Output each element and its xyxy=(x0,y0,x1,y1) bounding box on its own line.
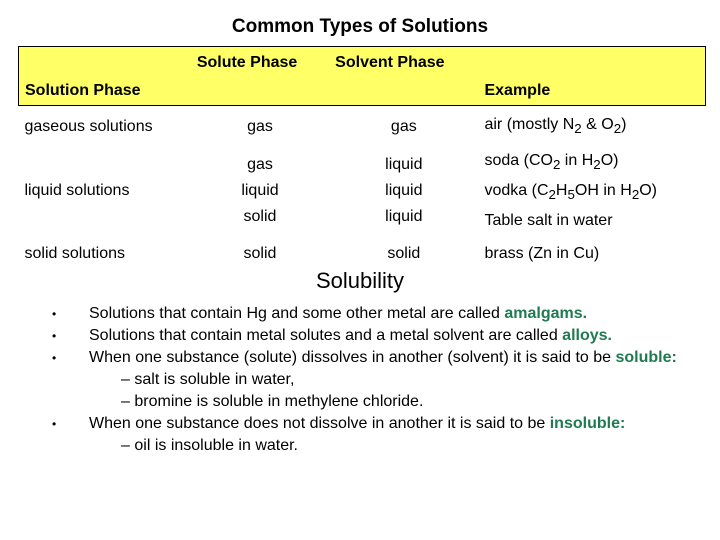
header-example: Example xyxy=(478,47,705,106)
cell-solution-phase: solid solutions xyxy=(24,245,125,263)
cell-example xyxy=(478,148,705,234)
cell-solute-phase-line: solid xyxy=(243,245,277,263)
bullet-term: amalgams. xyxy=(504,305,588,322)
bullet-text: Solutions that contain Hg and some other metal are called xyxy=(89,305,505,322)
bullet-item xyxy=(52,303,692,325)
cell-solution-phase: gaseous solutions xyxy=(24,118,153,135)
cell-example-line: soda ($CO_2$ in $H_2O$) xyxy=(484,152,619,173)
bullet-item xyxy=(52,413,692,457)
cell-solvent-phase xyxy=(329,106,478,149)
cell-solute-phase xyxy=(191,106,329,149)
dash-icon: – xyxy=(121,371,130,388)
cell-solvent-phase-line: liquid xyxy=(385,208,423,226)
bullet-term: alloys. xyxy=(562,327,612,344)
sub-bullets xyxy=(89,369,692,413)
cell-solvent-phase-line: solid xyxy=(387,245,421,263)
cell-solvent-phase-line: gas xyxy=(390,118,417,135)
cell-solute-phase-line: solid xyxy=(243,208,277,226)
cell-example-line: air (mostly $N_2$ & $O_2$) xyxy=(484,115,627,137)
header-solvent-phase: Solvent Phase xyxy=(329,47,478,106)
sub-bullet-text: bromine is soluble in methylene chloride. xyxy=(134,393,424,410)
cell-solute-phase-line: gas xyxy=(247,118,273,135)
bullet-item xyxy=(52,347,692,413)
sub-bullet-item xyxy=(121,435,692,457)
bullet-text: When one substance does not dissolve in another it is said to be xyxy=(89,415,550,432)
cell-solute-phase xyxy=(191,148,329,234)
cell-example-line: vodka ($C_2H_5OH$ in $H_2O$) xyxy=(484,182,658,203)
cell-solute-phase-line: gas xyxy=(247,156,273,174)
sub-bullet-text: salt is soluble in water, xyxy=(134,371,295,388)
cell-solvent-phase xyxy=(329,148,478,234)
cell-solution-phase: liquid solutions xyxy=(24,182,130,200)
dash-icon: – xyxy=(121,393,130,410)
sub-bullet-text: oil is insoluble in water. xyxy=(134,437,298,454)
table-header-row xyxy=(19,47,706,106)
solubility-bullets xyxy=(52,303,692,457)
bullet-icon: • xyxy=(52,307,57,321)
bullet-icon: • xyxy=(52,417,57,431)
bullet-item xyxy=(52,325,692,347)
cell-solute-phase-line: liquid xyxy=(241,182,279,200)
solutions-table xyxy=(18,46,706,274)
bullet-icon: • xyxy=(52,351,57,365)
header-solution-phase: Solution Phase xyxy=(19,47,191,106)
cell-example-line: brass (Zn in Cu) xyxy=(484,245,600,263)
bullet-icon: • xyxy=(52,329,57,343)
bullet-text: Solutions that contain metal solutes and a metal solvent are called xyxy=(89,327,563,344)
sub-bullet-item xyxy=(121,391,692,413)
cell-solvent-phase-line: liquid xyxy=(385,182,423,200)
bullet-term: soluble: xyxy=(615,349,677,366)
header-solute-phase: Solute Phase xyxy=(191,47,329,106)
bullet-term: insoluble: xyxy=(549,415,626,432)
sub-bullet-item xyxy=(121,369,692,391)
slide-title: Common Types of Solutions xyxy=(231,16,489,37)
cell-solvent-phase-line: liquid xyxy=(385,156,423,174)
table-row xyxy=(19,148,706,234)
cell-example xyxy=(478,106,705,149)
dash-icon: – xyxy=(121,437,130,454)
cell-example-line: Table salt in water xyxy=(484,212,613,230)
bullet-text: When one substance (solute) dissolves in another (solvent) it is said to be xyxy=(89,349,616,366)
table-row xyxy=(19,106,706,149)
solubility-heading: Solubility xyxy=(315,268,405,293)
sub-bullets xyxy=(89,435,692,457)
